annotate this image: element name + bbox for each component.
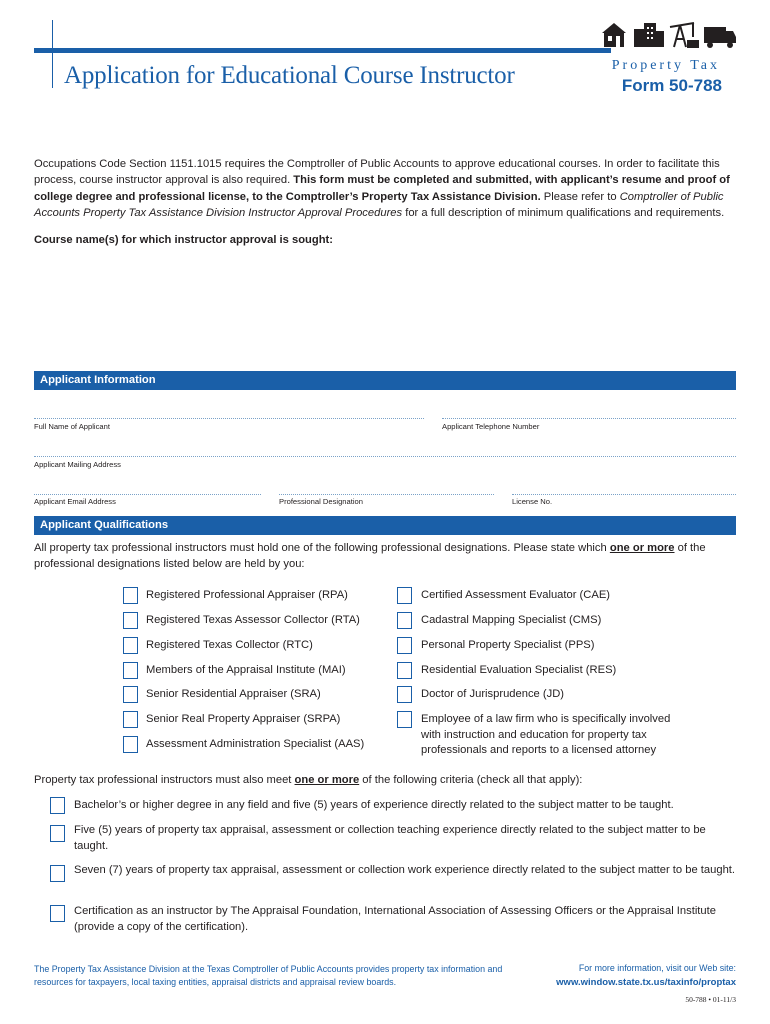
checkbox-sra[interactable] [123, 686, 138, 703]
checkbox-law-firm[interactable] [397, 711, 412, 728]
applicant-information-heading: Applicant Information [34, 371, 736, 390]
checkbox-cms[interactable] [397, 612, 412, 629]
designation-label: Assessment Administration Specialist (AAS) [146, 738, 365, 750]
license-number-label: License No. [512, 497, 553, 506]
course-names-label: Course name(s) for which instructor approval is sought: [34, 234, 333, 246]
course-names-field[interactable] [34, 252, 736, 364]
telephone-label: Applicant Telephone Number [442, 422, 540, 431]
footer-website-link[interactable]: www.window.state.tx.us/taxinfo/proptax [556, 977, 736, 988]
full-name-field[interactable] [34, 418, 424, 419]
header-rule-vertical [52, 20, 53, 88]
designation-label: Senior Real Property Appraiser (SRPA) [146, 713, 341, 725]
footer-info-text: For more information, visit our Web site: [578, 963, 736, 973]
checkbox-rtc[interactable] [123, 637, 138, 654]
criteria-item: Bachelor’s or higher degree in any field and five (5) years of experience directly related to the subject matter to be taught. [74, 799, 674, 811]
designation-label: Members of the Appraisal Institute (MAI) [146, 664, 346, 676]
checkbox-mai[interactable] [123, 662, 138, 679]
checkbox-criteria-teaching[interactable] [50, 825, 65, 842]
license-number-field[interactable] [512, 494, 736, 495]
designation-label: Registered Texas Collector (RTC) [146, 639, 313, 651]
criteria-intro: Property tax professional instructors must also meet one or more of the following criteria (check all that apply): [34, 774, 583, 786]
page-title: Application for Educational Course Instructor [64, 62, 515, 89]
designation-label: Registered Texas Assessor Collector (RTA) [146, 614, 360, 626]
designation-label: Senior Residential Appraiser (SRA) [146, 688, 321, 700]
footer-description: The Property Tax Assistance Division at the Texas Comptroller of Public Accounts provides property tax information and resources for taxpayers, local taxing entities, appraisal districts and appraisal review boards. [34, 964, 503, 987]
buildings-icon [634, 23, 664, 47]
criteria-item: Seven (7) years of property tax appraisal, assessment or collection work experience directly related to the subject matter to be taught. [74, 864, 736, 876]
checkbox-criteria-certification[interactable] [50, 905, 65, 922]
intro-paragraph: Occupations Code Section 1151.1015 requires the Comptroller of Public Accounts to approve educational courses. In order to facilitate this process, course instructor approval is also required. This form must be completed and submitted, with applicant’s resume and proof of college degree and professional license, to the Comptroller’s Property Tax Assistance Division. Please refer to Comptroller of Public Accounts Property Tax Assistance Division Instructor Approval Procedures for a full description of minimum qualifications and requirements. [34, 158, 730, 219]
professional-designation-label: Professional Designation [279, 497, 364, 506]
designation-label: Personal Property Specialist (PPS) [421, 639, 595, 651]
oil-derrick-icon [670, 23, 698, 47]
checkbox-criteria-degree[interactable] [50, 797, 65, 814]
checkbox-criteria-work[interactable] [50, 865, 65, 882]
property-tax-icons [600, 19, 738, 49]
checkbox-rpa[interactable] [123, 587, 138, 604]
truck-icon [704, 27, 736, 48]
checkbox-cae[interactable] [397, 587, 412, 604]
applicant-qualifications-heading: Applicant Qualifications [34, 516, 736, 535]
form-number: Form 50-788 [621, 76, 722, 95]
criteria-item: Five (5) years of property tax appraisal, assessment or collection teaching experience directly related to the subject matter to be taught. [74, 824, 706, 852]
form-category: Property Tax [611, 58, 720, 73]
professional-designation-field[interactable] [279, 494, 494, 495]
designation-label: Residential Evaluation Specialist (RES) [421, 664, 617, 676]
checkbox-aas[interactable] [123, 736, 138, 753]
criteria-item: Certification as an instructor by The Appraisal Foundation, International Association of Assessing Officers or the Appraisal Institute (provide a copy of the certification). [74, 905, 716, 933]
checkbox-pps[interactable] [397, 637, 412, 654]
mailing-address-label: Applicant Mailing Address [34, 460, 121, 469]
designation-label: Certified Assessment Evaluator (CAE) [421, 589, 611, 601]
designation-label: Doctor of Jurisprudence (JD) [421, 688, 565, 700]
designation-label: Employee of a law firm who is specifically involved with instruction and education for property tax professionals and reports to a licensed attorney [421, 713, 671, 756]
form-revision-code: 50-788 • 01-11/3 [685, 995, 736, 1004]
email-label: Applicant Email Address [34, 497, 116, 506]
mailing-address-field[interactable] [34, 456, 736, 457]
designation-label: Registered Professional Appraiser (RPA) [146, 589, 348, 601]
designation-label: Cadastral Mapping Specialist (CMS) [421, 614, 602, 626]
checkbox-res[interactable] [397, 662, 412, 679]
telephone-field[interactable] [442, 418, 736, 419]
checkbox-rta[interactable] [123, 612, 138, 629]
checkbox-jd[interactable] [397, 686, 412, 703]
qualifications-intro: All property tax professional instructors must hold one of the following professional designations. Please state which one or more of the professional designations listed below are held by you: [34, 542, 706, 571]
checkbox-srpa[interactable] [123, 711, 138, 728]
house-icon [602, 23, 626, 47]
header-rule-horizontal [34, 48, 611, 53]
full-name-label: Full Name of Applicant [34, 422, 110, 431]
email-field[interactable] [34, 494, 261, 495]
